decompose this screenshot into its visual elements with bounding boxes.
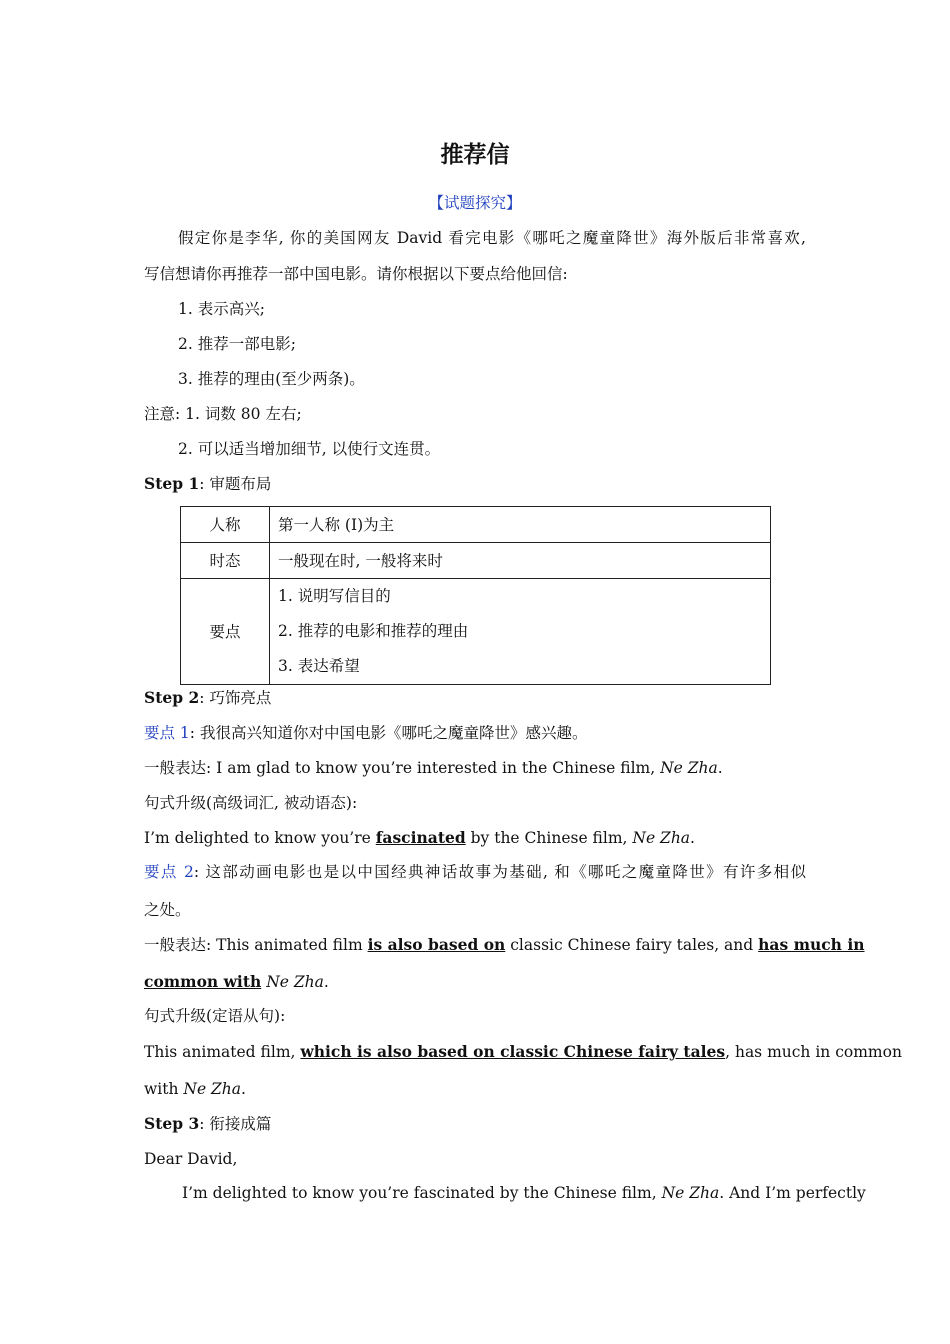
table-cell-head: 要点 [181, 579, 270, 685]
table-cell-item: 3. 表达希望 [278, 657, 360, 675]
table-cell-item: 1. 说明写信目的 [278, 587, 391, 605]
table-row [181, 579, 771, 685]
film-title: Ne Zha [632, 829, 691, 847]
point1-heading [144, 722, 806, 744]
letter-salutation: Dear David, [144, 1150, 238, 1168]
table-cell [270, 579, 771, 685]
letter-body [182, 1182, 866, 1204]
step2-text: : 巧饰亮点 [199, 689, 272, 707]
key-phrase: has much in [758, 935, 865, 954]
step1-label: Step 1 [144, 474, 200, 493]
table-cell: 第一人称 (I)为主 [270, 507, 771, 543]
key-phrase: common with [144, 972, 262, 991]
period: . [241, 1080, 246, 1098]
point2-upgrade-label: 句式升级(定语从句): [144, 1007, 286, 1025]
prompt-point-3: 3. 推荐的理由(至少两条)。 [178, 370, 365, 388]
point2-upgrade [144, 1041, 902, 1063]
prompt-line-2: 写信想请你再推荐一部中国电影。请你根据以下要点给他回信: [144, 265, 568, 283]
period: . [323, 973, 329, 991]
point2-label: 要点 2 [144, 863, 194, 881]
film-title: Ne Zha [661, 1184, 720, 1202]
point2-general-cont [144, 971, 806, 993]
period: . [717, 759, 723, 777]
film-title: Ne Zha [660, 759, 718, 777]
table-cell-head: 人称 [181, 507, 270, 543]
period: . [690, 829, 695, 847]
general-text: 一般表达: This animated film [144, 936, 368, 954]
prompt-line-1: 假定你是李华, 你的美国网友 David 看完电影《哪吒之魔童降世》海外版后非常喜欢, [178, 229, 806, 247]
step2-heading [144, 687, 806, 709]
section-label: 【试题探究】 [428, 194, 522, 212]
point1-upgrade-label: 句式升级(高级词汇, 被动语态): [144, 794, 358, 812]
step3-heading [144, 1113, 806, 1135]
table-row [181, 507, 771, 543]
upgrade-text: , has much in common [725, 1043, 902, 1061]
film-title: Ne Zha [183, 1080, 242, 1098]
point2-text-cont: 之处。 [144, 901, 191, 919]
prompt-note-2: 2. 可以适当增加细节, 以使行文连贯。 [178, 440, 441, 458]
key-phrase: is also based on [367, 935, 506, 954]
general-text: classic Chinese fairy tales, and [505, 936, 759, 954]
analysis-table [180, 506, 771, 685]
table-row [181, 543, 771, 579]
table-cell-head: 时态 [181, 543, 270, 579]
point2-text: : 这部动画电影也是以中国经典神话故事为基础, 和《哪吒之魔童降世》有许多相似 [193, 863, 806, 881]
upgrade-text: This animated film, [144, 1043, 301, 1061]
prompt-point-1: 1. 表示高兴; [178, 300, 265, 318]
point1-text: : 我很高兴知道你对中国电影《哪吒之魔童降世》感兴趣。 [189, 724, 588, 742]
point1-upgrade [144, 827, 806, 849]
key-phrase: which is also based on classic Chinese fairy tales [300, 1042, 726, 1061]
point2-upgrade-cont [144, 1078, 806, 1100]
table-cell-item: 2. 推荐的电影和推荐的理由 [278, 622, 469, 640]
point1-general [144, 757, 806, 779]
point1-label: 要点 1 [144, 724, 190, 742]
step1-text: : 审题布局 [199, 475, 272, 493]
step3-text: : 衔接成篇 [199, 1115, 272, 1133]
upgrade-text: I’m delighted to know you’re [144, 829, 376, 847]
prompt-point-2: 2. 推荐一部电影; [178, 335, 296, 353]
table-cell: 一般现在时, 一般将来时 [270, 543, 771, 579]
key-phrase: fascinated [375, 828, 466, 847]
point2-general [144, 934, 865, 956]
point1-general-text: 一般表达: I am glad to know you’re interested in the Chinese film, [144, 759, 661, 777]
film-title: Ne Zha [266, 973, 324, 991]
letter-text: . And I’m perfectly [719, 1184, 866, 1202]
upgrade-text: with [144, 1080, 184, 1098]
step3-label: Step 3 [144, 1114, 200, 1133]
letter-text: I’m delighted to know you’re fascinated by the Chinese film, [182, 1184, 662, 1202]
upgrade-text: by the Chinese film, [465, 829, 633, 847]
point2-heading [144, 861, 806, 883]
prompt-note-1: 注意: 1. 词数 80 左右; [144, 405, 302, 423]
step1-heading [144, 473, 806, 495]
step2-label: Step 2 [144, 688, 200, 707]
page-title: 推荐信 [440, 142, 510, 168]
